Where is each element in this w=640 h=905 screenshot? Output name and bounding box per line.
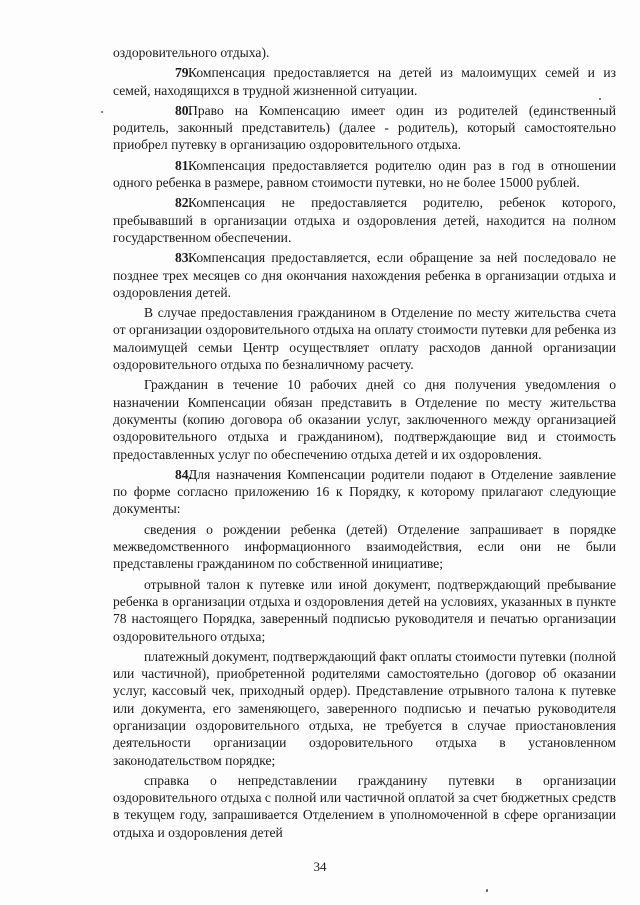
- scan-speck: [101, 111, 103, 113]
- scan-speck: [486, 889, 488, 892]
- paragraph: 82.Компенсация не предоставляется родителю, ребенок которого, пребывавший в организации отдыха и оздоровления детей, находится на полном государственном обеспечении.: [113, 195, 616, 245]
- paragraph: 84.Для назначения Компенсации родители подают в Отделение заявление по форме согласно приложению 16 к Порядку, к которому прилагают следующие документы:: [113, 466, 616, 517]
- page-number: 34: [313, 859, 327, 874]
- paragraph: 83.Компенсация предоставляется, если обращение за ней последовало не позднее трех месяцев со дня окончания нахождения ребенка в организации отдыха и оздоровления детей.: [113, 250, 616, 300]
- paragraph: 80.Право на Компенсацию имеет один из родителей (единственный родитель, законный представитель) (далее - родитель), который самостоятельно приобрел путевку в организацию оздоровительного отдыха.: [113, 102, 616, 153]
- paragraph: справка о непредставлении гражданину путевки в организации оздоровительного отдыха с полной или частичной оплатой за счет бюджетных средств в текущем году, запрашивается Отделением в уполномоченной в сфере организации отдыха и оздоровления детей: [113, 772, 616, 840]
- paragraph: 81.Компенсация предоставляется родителю один раз в год в отношении одного ребенка в размере, равном стоимости путевки, но не более 15000 рублей.: [113, 157, 616, 191]
- paragraph: отрывной талон к путевке или иной документ, подтверждающий пребывание ребенка в организации отдыха и оздоровления детей на условиях, указанных в пункте 78 настоящего Порядка, заверенный подписью руководителя и печатью организации оздоровительного отдыха;: [113, 576, 616, 644]
- paragraph: 79.Компенсация предоставляется на детей из малоимущих семей и из семей, находящихся в трудной жизненной ситуации.: [113, 65, 616, 98]
- document-body: [113, 44, 616, 844]
- paragraph: Гражданин в течение 10 рабочих дней со дня получения уведомления о назначении Компенсации обязан представить в Отделение по месту жительства документы (копию договора об оказании услуг, заключенного между организацией оздоровительного отдыха и гражданином), подтверждающие вид и стоимость предоставленных услуг по обеспечению отдыха детей и их оздоровления.: [113, 377, 616, 462]
- clause-number: 79.: [175, 65, 192, 81]
- clause-number: 83.: [175, 250, 192, 266]
- clause-number: 82.: [175, 195, 192, 211]
- clause-number: 80.: [175, 102, 192, 118]
- paragraph: оздоровительного отдыха).: [113, 45, 270, 60]
- clause-number: 84.: [175, 466, 192, 482]
- clause-number: 81.: [175, 157, 192, 173]
- paragraph: сведения о рождении ребенка (детей) Отделение запрашивает в порядке межведомственного информационного взаимодействия, если они не были представлены гражданином по собственной инициативе;: [113, 521, 616, 572]
- paragraph: В случае предоставления гражданином в Отделение по месту жительства счета от организации оздоровительного отдыха на оплату стоимости путевки для ребенка из малоимущей семьи Центр осуществляет оплату расходов данной организации оздоровительного отдыха по безналичному расчету.: [113, 305, 616, 373]
- paragraph: платежный документ, подтверждающий факт оплаты стоимости путевки (полной или частичной), приобретенной родителями самостоятельно (договор об оказании услуг, кассовый чек, приходный ордер). Представление отрывного талона к путевке или документа, его заменяющего, заверенного подписью и печатью руководителя организации оздоровительного отдыха, не требуется в случае приостановления деятельности организации оздоровительного отдыха в установленном законодательством порядке;: [113, 648, 616, 768]
